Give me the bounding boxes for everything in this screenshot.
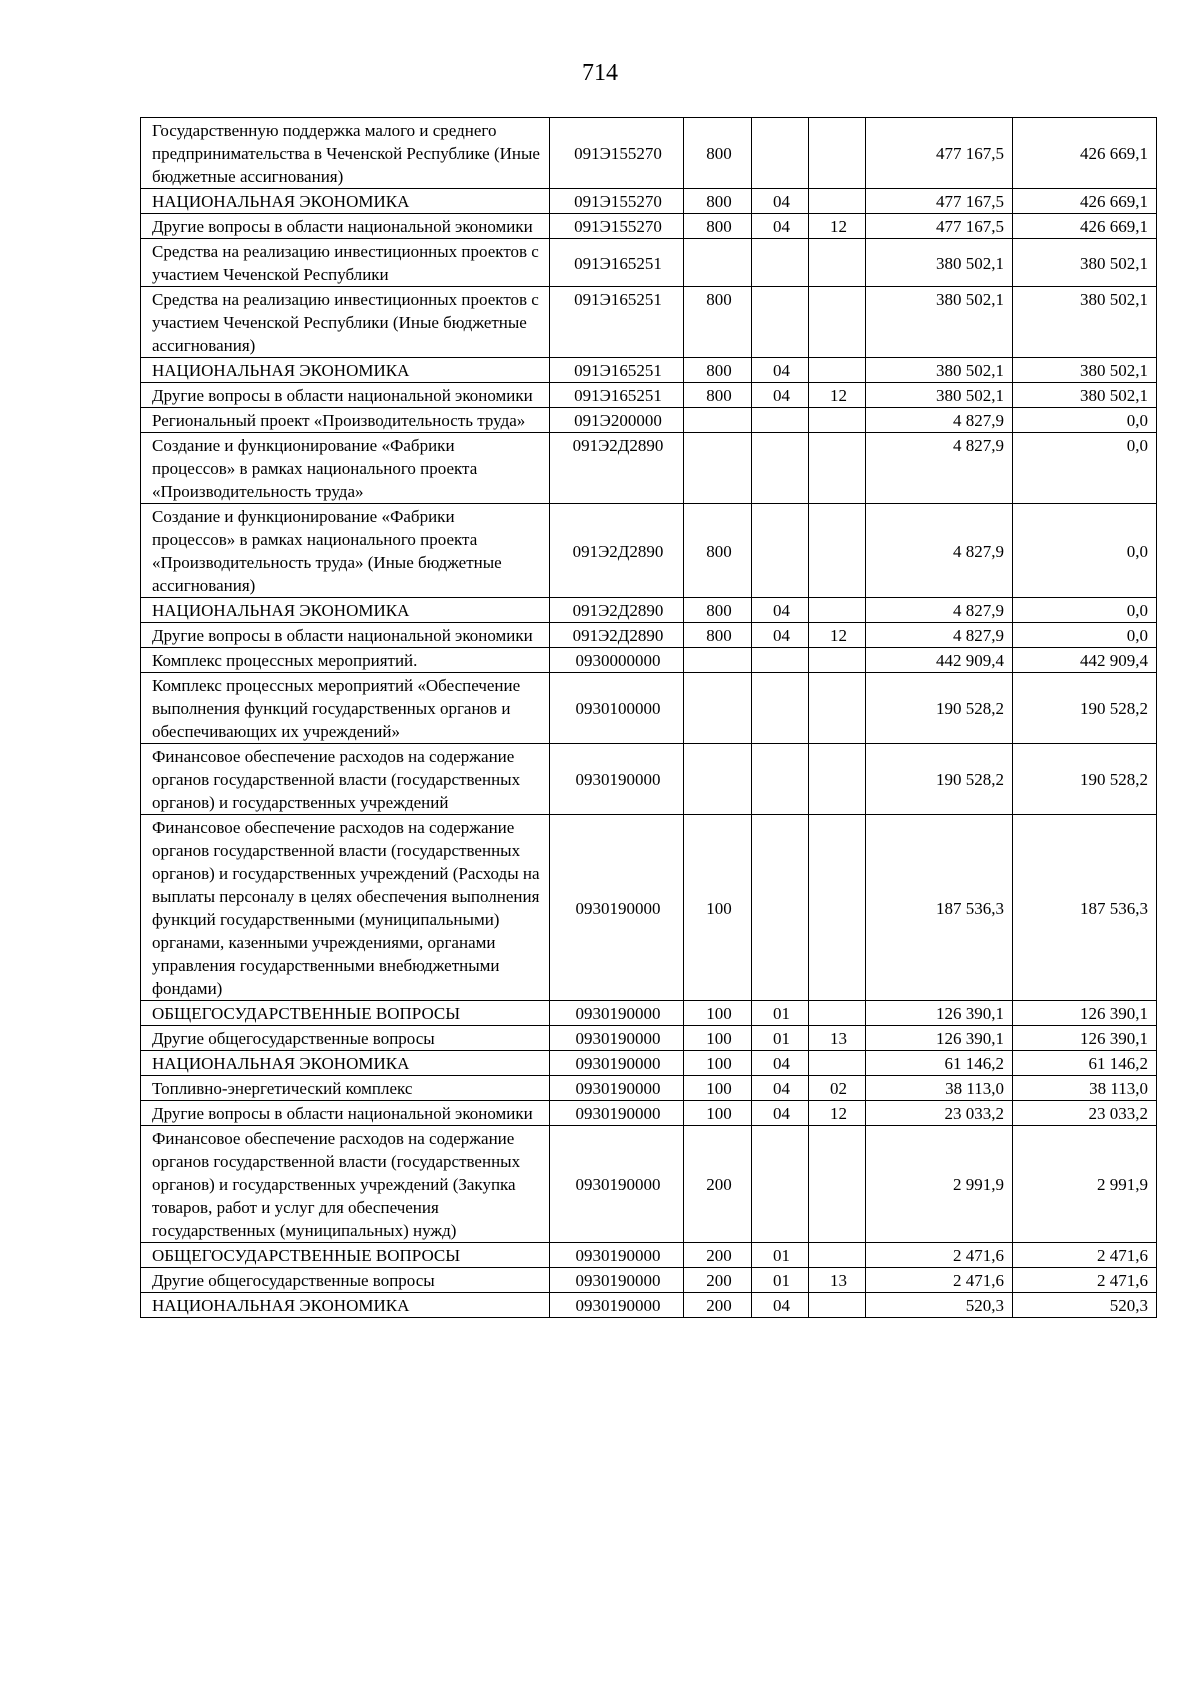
amount-year-2: 380 502,1: [1013, 358, 1157, 383]
target-article-code: 091Э2Д2890: [550, 433, 684, 504]
row-name: Другие вопросы в области национальной экономики: [141, 1101, 550, 1126]
table-row: [141, 1051, 1157, 1076]
row-name: Топливно-энергетический комплекс: [141, 1076, 550, 1101]
expense-type-code: 200: [684, 1243, 752, 1268]
subsection-code: [809, 1243, 866, 1268]
target-article-code: 091Э2Д2890: [550, 598, 684, 623]
section-code: [752, 815, 809, 1001]
target-article-code: 0930190000: [550, 1076, 684, 1101]
row-name: Другие вопросы в области национальной экономики: [141, 214, 550, 239]
table-row: [141, 189, 1157, 214]
table-row: [141, 433, 1157, 504]
table-row: [141, 1026, 1157, 1051]
section-code: 04: [752, 358, 809, 383]
row-name: Региональный проект «Производительность труда»: [141, 408, 550, 433]
amount-year-1: 190 528,2: [866, 744, 1013, 815]
amount-year-2: 0,0: [1013, 623, 1157, 648]
subsection-code: 13: [809, 1268, 866, 1293]
subsection-code: [809, 648, 866, 673]
row-name: НАЦИОНАЛЬНАЯ ЭКОНОМИКА: [141, 358, 550, 383]
expense-type-code: [684, 744, 752, 815]
subsection-code: [809, 408, 866, 433]
amount-year-2: 0,0: [1013, 598, 1157, 623]
expense-type-code: 200: [684, 1293, 752, 1318]
target-article-code: 0930190000: [550, 744, 684, 815]
target-article-code: 091Э165251: [550, 358, 684, 383]
expense-type-code: 200: [684, 1268, 752, 1293]
section-code: 04: [752, 1293, 809, 1318]
section-code: 04: [752, 1051, 809, 1076]
section-code: [752, 1126, 809, 1243]
amount-year-1: 4 827,9: [866, 504, 1013, 598]
section-code: [752, 433, 809, 504]
row-name: ОБЩЕГОСУДАРСТВЕННЫЕ ВОПРОСЫ: [141, 1001, 550, 1026]
target-article-code: 0930190000: [550, 1051, 684, 1076]
amount-year-1: 187 536,3: [866, 815, 1013, 1001]
expense-type-code: 100: [684, 1026, 752, 1051]
section-code: [752, 744, 809, 815]
budget-table-body: [141, 118, 1157, 1318]
amount-year-1: 4 827,9: [866, 433, 1013, 504]
amount-year-2: 0,0: [1013, 408, 1157, 433]
section-code: [752, 408, 809, 433]
row-name: Комплекс процессных мероприятий.: [141, 648, 550, 673]
table-row: [141, 1101, 1157, 1126]
section-code: 01: [752, 1026, 809, 1051]
target-article-code: 091Э2Д2890: [550, 504, 684, 598]
expense-type-code: 800: [684, 598, 752, 623]
amount-year-2: 2 471,6: [1013, 1268, 1157, 1293]
row-name: Другие вопросы в области национальной экономики: [141, 383, 550, 408]
expense-type-code: [684, 408, 752, 433]
table-row: [141, 598, 1157, 623]
amount-year-1: 477 167,5: [866, 118, 1013, 189]
expense-type-code: 800: [684, 189, 752, 214]
row-name: Средства на реализацию инвестиционных проектов с участием Чеченской Республики (Иные бюджетные ассигнования): [141, 287, 550, 358]
amount-year-1: 2 471,6: [866, 1268, 1013, 1293]
target-article-code: 091Э165251: [550, 383, 684, 408]
amount-year-1: 4 827,9: [866, 623, 1013, 648]
row-name: Комплекс процессных мероприятий «Обеспечение выполнения функций государственных органов и обеспечивающих их учреждений»: [141, 673, 550, 744]
section-code: 04: [752, 1101, 809, 1126]
row-name: Другие общегосударственные вопросы: [141, 1268, 550, 1293]
amount-year-2: 190 528,2: [1013, 744, 1157, 815]
subsection-code: [809, 358, 866, 383]
amount-year-1: 380 502,1: [866, 239, 1013, 287]
target-article-code: 091Э2Д2890: [550, 623, 684, 648]
section-code: [752, 239, 809, 287]
section-code: 04: [752, 214, 809, 239]
amount-year-2: 426 669,1: [1013, 189, 1157, 214]
target-article-code: 091Э200000: [550, 408, 684, 433]
subsection-code: [809, 1051, 866, 1076]
subsection-code: 12: [809, 214, 866, 239]
target-article-code: 0930190000: [550, 1126, 684, 1243]
table-row: [141, 118, 1157, 189]
subsection-code: 12: [809, 623, 866, 648]
table-row: [141, 214, 1157, 239]
table-row: [141, 648, 1157, 673]
row-name: НАЦИОНАЛЬНАЯ ЭКОНОМИКА: [141, 598, 550, 623]
amount-year-2: 520,3: [1013, 1293, 1157, 1318]
section-code: 04: [752, 623, 809, 648]
expense-type-code: 100: [684, 1101, 752, 1126]
expense-type-code: [684, 673, 752, 744]
target-article-code: 0930190000: [550, 1101, 684, 1126]
subsection-code: [809, 1293, 866, 1318]
amount-year-1: 4 827,9: [866, 408, 1013, 433]
section-code: 01: [752, 1001, 809, 1026]
table-row: [141, 1268, 1157, 1293]
section-code: 04: [752, 189, 809, 214]
amount-year-1: 126 390,1: [866, 1001, 1013, 1026]
subsection-code: [809, 433, 866, 504]
amount-year-1: 61 146,2: [866, 1051, 1013, 1076]
row-name: Создание и функционирование «Фабрики процессов» в рамках национального проекта «Производительность труда»: [141, 433, 550, 504]
section-code: [752, 673, 809, 744]
amount-year-2: 126 390,1: [1013, 1001, 1157, 1026]
subsection-code: [809, 744, 866, 815]
section-code: [752, 504, 809, 598]
target-article-code: 0930190000: [550, 1293, 684, 1318]
table-row: [141, 1243, 1157, 1268]
amount-year-2: 23 033,2: [1013, 1101, 1157, 1126]
row-name: Финансовое обеспечение расходов на содержание органов государственной власти (государственных органов) и государственных учреждений (Расходы на выплаты персоналу в целях обеспечения выполнения функций государственными (муниципальными) органами, казенными учреждениями, органами управления государственными внебюджетными фондами): [141, 815, 550, 1001]
target-article-code: 0930100000: [550, 673, 684, 744]
target-article-code: 0930190000: [550, 1001, 684, 1026]
amount-year-2: 380 502,1: [1013, 383, 1157, 408]
amount-year-2: 2 471,6: [1013, 1243, 1157, 1268]
target-article-code: 0930000000: [550, 648, 684, 673]
table-row: [141, 408, 1157, 433]
amount-year-1: 520,3: [866, 1293, 1013, 1318]
amount-year-1: 380 502,1: [866, 358, 1013, 383]
section-code: [752, 648, 809, 673]
target-article-code: 0930190000: [550, 1026, 684, 1051]
amount-year-1: 477 167,5: [866, 214, 1013, 239]
expense-type-code: 800: [684, 383, 752, 408]
amount-year-1: 190 528,2: [866, 673, 1013, 744]
amount-year-1: 126 390,1: [866, 1026, 1013, 1051]
row-name: НАЦИОНАЛЬНАЯ ЭКОНОМИКА: [141, 1293, 550, 1318]
amount-year-1: 477 167,5: [866, 189, 1013, 214]
amount-year-1: 4 827,9: [866, 598, 1013, 623]
amount-year-1: 2 991,9: [866, 1126, 1013, 1243]
amount-year-2: 426 669,1: [1013, 118, 1157, 189]
section-code: [752, 287, 809, 358]
subsection-code: [809, 189, 866, 214]
expense-type-code: 100: [684, 1051, 752, 1076]
amount-year-2: 0,0: [1013, 504, 1157, 598]
table-row: [141, 504, 1157, 598]
amount-year-2: 380 502,1: [1013, 239, 1157, 287]
expense-type-code: 100: [684, 1076, 752, 1101]
table-row: [141, 815, 1157, 1001]
table-row: [141, 623, 1157, 648]
target-article-code: 091Э155270: [550, 214, 684, 239]
table-row: [141, 287, 1157, 358]
expense-type-code: 800: [684, 504, 752, 598]
amount-year-2: 442 909,4: [1013, 648, 1157, 673]
section-code: 04: [752, 383, 809, 408]
table-row: [141, 744, 1157, 815]
row-name: НАЦИОНАЛЬНАЯ ЭКОНОМИКА: [141, 189, 550, 214]
expense-type-code: 100: [684, 1001, 752, 1026]
amount-year-2: 190 528,2: [1013, 673, 1157, 744]
target-article-code: 0930190000: [550, 1243, 684, 1268]
amount-year-1: 38 113,0: [866, 1076, 1013, 1101]
subsection-code: [809, 1126, 866, 1243]
target-article-code: 091Э165251: [550, 239, 684, 287]
subsection-code: [809, 598, 866, 623]
row-name: Государственную поддержка малого и среднего предпринимательства в Чеченской Республике (Иные бюджетные ассигнования): [141, 118, 550, 189]
subsection-code: [809, 504, 866, 598]
row-name: НАЦИОНАЛЬНАЯ ЭКОНОМИКА: [141, 1051, 550, 1076]
table-row: [141, 239, 1157, 287]
subsection-code: [809, 118, 866, 189]
table-row: [141, 1126, 1157, 1243]
amount-year-2: 187 536,3: [1013, 815, 1157, 1001]
amount-year-1: 380 502,1: [866, 383, 1013, 408]
target-article-code: 091Э165251: [550, 287, 684, 358]
row-name: ОБЩЕГОСУДАРСТВЕННЫЕ ВОПРОСЫ: [141, 1243, 550, 1268]
budget-table: [140, 117, 1157, 1318]
amount-year-1: 2 471,6: [866, 1243, 1013, 1268]
amount-year-1: 380 502,1: [866, 287, 1013, 358]
amount-year-2: 126 390,1: [1013, 1026, 1157, 1051]
row-name: Средства на реализацию инвестиционных проектов с участием Чеченской Республики: [141, 239, 550, 287]
section-code: 04: [752, 1076, 809, 1101]
row-name: Финансовое обеспечение расходов на содержание органов государственной власти (государственных органов) и государственных учреждений: [141, 744, 550, 815]
subsection-code: [809, 1001, 866, 1026]
page-number: 714: [582, 60, 618, 86]
expense-type-code: [684, 433, 752, 504]
subsection-code: [809, 673, 866, 744]
expense-type-code: 800: [684, 214, 752, 239]
expense-type-code: 200: [684, 1126, 752, 1243]
row-name: Другие вопросы в области национальной экономики: [141, 623, 550, 648]
table-row: [141, 1001, 1157, 1026]
expense-type-code: 800: [684, 358, 752, 383]
amount-year-2: 0,0: [1013, 433, 1157, 504]
amount-year-2: 380 502,1: [1013, 287, 1157, 358]
subsection-code: [809, 815, 866, 1001]
target-article-code: 0930190000: [550, 815, 684, 1001]
amount-year-2: 38 113,0: [1013, 1076, 1157, 1101]
table-row: [141, 673, 1157, 744]
subsection-code: [809, 239, 866, 287]
amount-year-2: 426 669,1: [1013, 214, 1157, 239]
section-code: 04: [752, 598, 809, 623]
section-code: 01: [752, 1243, 809, 1268]
expense-type-code: 800: [684, 287, 752, 358]
row-name: Другие общегосударственные вопросы: [141, 1026, 550, 1051]
subsection-code: 02: [809, 1076, 866, 1101]
amount-year-2: 2 991,9: [1013, 1126, 1157, 1243]
table-row: [141, 383, 1157, 408]
expense-type-code: [684, 648, 752, 673]
expense-type-code: [684, 239, 752, 287]
expense-type-code: 100: [684, 815, 752, 1001]
subsection-code: 12: [809, 1101, 866, 1126]
subsection-code: 12: [809, 383, 866, 408]
expense-type-code: 800: [684, 623, 752, 648]
row-name: Создание и функционирование «Фабрики процессов» в рамках национального проекта «Производительность труда» (Иные бюджетные ассигнования): [141, 504, 550, 598]
section-code: [752, 118, 809, 189]
expense-type-code: 800: [684, 118, 752, 189]
subsection-code: 13: [809, 1026, 866, 1051]
row-name: Финансовое обеспечение расходов на содержание органов государственной власти (государственных органов) и государственных учреждений (Закупка товаров, работ и услуг для обеспечения государственных (муниципальных) нужд): [141, 1126, 550, 1243]
amount-year-1: 442 909,4: [866, 648, 1013, 673]
table-row: [141, 358, 1157, 383]
target-article-code: 091Э155270: [550, 189, 684, 214]
amount-year-2: 61 146,2: [1013, 1051, 1157, 1076]
section-code: 01: [752, 1268, 809, 1293]
target-article-code: 091Э155270: [550, 118, 684, 189]
target-article-code: 0930190000: [550, 1268, 684, 1293]
amount-year-1: 23 033,2: [866, 1101, 1013, 1126]
table-row: [141, 1076, 1157, 1101]
table-row: [141, 1293, 1157, 1318]
subsection-code: [809, 287, 866, 358]
